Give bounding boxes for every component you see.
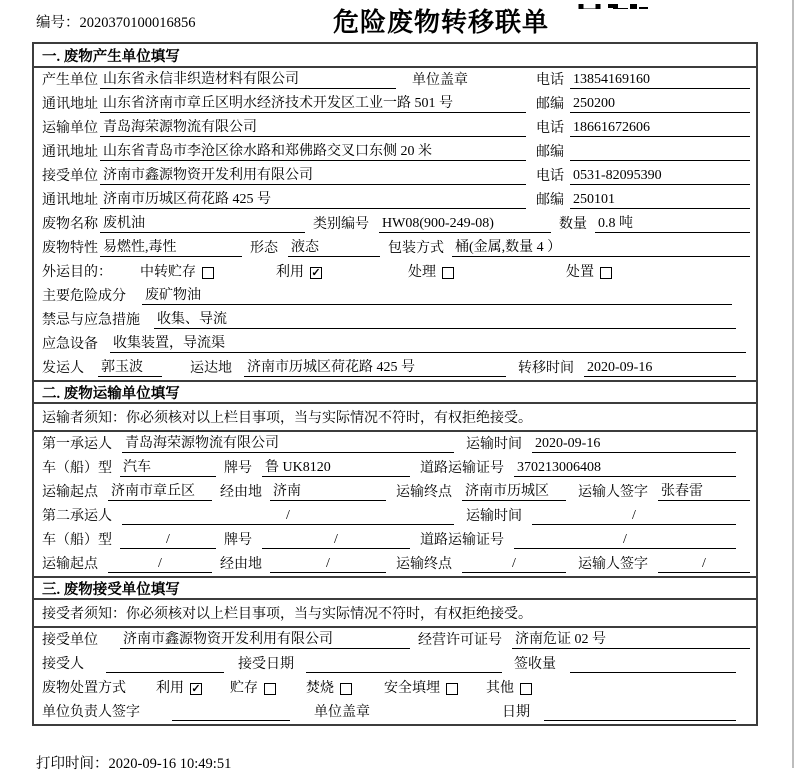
purpose-option-transfer [140, 264, 214, 281]
recipient-label: 接受人 [42, 657, 84, 672]
serial-number: 2020370100016856 [79, 15, 196, 31]
waste-trait-value: 易燃性,毒性 [100, 239, 242, 257]
producer-phone-value: 13854169160 [570, 71, 750, 89]
receiver-unit-value: 济南市鑫源物资开发利用有限公司 [100, 167, 526, 185]
category-no-label: 类别编号 [313, 217, 369, 232]
receiver-phone-label: 电话 [536, 169, 564, 184]
carrier2-time-value: / [532, 507, 736, 525]
disposal-other-label: 其他 [486, 681, 514, 696]
purpose-option-use [276, 264, 322, 281]
transporter-addr-value: 山东省青岛市李沧区徐水路和郑佛路交叉口东侧 20 米 [100, 143, 526, 161]
carrier1-time-label: 运输时间 [466, 437, 522, 452]
unit-seal2-label: 单位盖章 [314, 705, 370, 720]
hazard-row [34, 284, 756, 308]
equipment-label: 应急设备 [42, 337, 98, 352]
carrier1-vehicle-label: 车（船）型 [42, 461, 112, 476]
carrier1-permit-value: 370213006408 [514, 459, 736, 477]
taboo-value: 收集、导流 [154, 311, 736, 329]
transporter-phone-label: 电话 [536, 121, 564, 136]
head-sign-value [172, 704, 290, 721]
disposal-landfill-checkbox [446, 683, 458, 695]
receive-unit-label: 接受单位 [42, 633, 98, 648]
receiver-addr-row [34, 188, 756, 212]
receive-unit-value: 济南市鑫源物资开发利用有限公司 [120, 631, 410, 649]
receive-unit-row [34, 628, 756, 652]
destination-value: 济南市历城区荷花路 425 号 [244, 359, 506, 377]
head-sign-label: 单位负责人签字 [42, 705, 140, 720]
receiver-addr-label: 通讯地址 [42, 193, 98, 208]
carrier2-route-row [34, 552, 756, 576]
serial-number-line [36, 11, 196, 32]
producer-addr-label: 通讯地址 [42, 97, 98, 112]
head-sign-row [34, 700, 756, 724]
carrier1-origin-value: 济南市章丘区 [108, 483, 212, 501]
disposal-store-label: 贮存 [230, 681, 258, 696]
transporter-unit-row [34, 116, 756, 140]
carrier2-sign-label: 运输人签字 [578, 557, 648, 572]
transporter-addr-row [34, 140, 756, 164]
quantity-value: 0.8 吨 [595, 215, 750, 233]
disposal-row [34, 676, 756, 700]
carrier2-origin-value: / [108, 555, 212, 573]
transfer-time-label: 转移时间 [518, 361, 574, 376]
disposal-label: 废物处置方式 [42, 681, 126, 696]
waste-name-row [34, 212, 756, 236]
purpose-dispose-checkbox [600, 267, 612, 279]
qr-code-fragment [578, 0, 648, 9]
shipper-row [34, 356, 756, 380]
manifest-table [32, 42, 758, 726]
carrier2-label: 第二承运人 [42, 509, 112, 524]
disposal-use-checkbox: ✓ [191, 683, 201, 695]
carrier1-value: 青岛海荣源物流有限公司 [122, 435, 454, 453]
purpose-transfer-checkbox [202, 267, 214, 279]
producer-addr-row [34, 92, 756, 116]
carrier1-end-value: 济南市历城区 [462, 483, 566, 501]
license-label: 经营许可证号 [418, 633, 502, 648]
quantity-label: 数量 [559, 217, 587, 232]
receive-date-label: 接受日期 [238, 657, 294, 672]
carrier1-label: 第一承运人 [42, 437, 112, 452]
carrier1-sign-value: 张春雷 [658, 483, 750, 501]
taboo-row [34, 308, 756, 332]
transporter-notice: 运输者须知：你必须核对以上栏目事项，当与实际情况不符时，有权拒绝接受。 [34, 404, 756, 432]
destination-label: 运达地 [190, 361, 232, 376]
serial-label: 编号： [36, 15, 80, 31]
recipient-value [106, 656, 224, 673]
packing-label: 包装方式 [388, 241, 444, 256]
carrier1-sign-label: 运输人签字 [578, 485, 648, 500]
carrier1-end-label: 运输终点 [396, 485, 452, 500]
carrier2-plate-value: / [262, 531, 410, 549]
producer-unit-label: 产生单位 [42, 73, 98, 88]
carrier2-value: / [122, 507, 454, 525]
packing-value: 桶(金属,数量 4 ） [452, 239, 750, 257]
print-time-value: 2020-09-16 10:49:51 [108, 756, 232, 772]
date-label: 日期 [502, 705, 530, 720]
page-right-edge [792, 0, 794, 768]
form-value: 液态 [288, 239, 380, 257]
receive-date-value [306, 656, 502, 673]
purpose-option-treat [408, 264, 454, 281]
disposal-other-checkbox [520, 683, 532, 695]
carrier2-vehicle-value: / [120, 531, 216, 549]
producer-unit-row [34, 68, 756, 92]
producer-zip-value: 250200 [570, 95, 750, 113]
transporter-unit-value: 青岛海荣源物流有限公司 [100, 119, 526, 137]
disposal-option-store [230, 680, 276, 697]
producer-zip-label: 邮编 [536, 97, 564, 112]
hazard-value: 废矿物油 [142, 287, 732, 305]
carrier2-via-label: 经由地 [220, 557, 262, 572]
disposal-option-other [486, 680, 532, 697]
carrier2-permit-value: / [514, 531, 736, 549]
carrier2-row [34, 504, 756, 528]
carrier1-vehicle-row [34, 456, 756, 480]
print-time-line [36, 752, 231, 773]
carrier1-vehicle-value: 汽车 [120, 459, 216, 477]
waste-name-value: 废机油 [100, 215, 305, 233]
carrier2-time-label: 运输时间 [466, 509, 522, 524]
equipment-value: 收集装置，导流渠 [110, 335, 746, 353]
purpose-label: 外运目的： [42, 265, 112, 280]
purpose-dispose-label: 处置 [566, 265, 594, 280]
purpose-use-checkbox: ✓ [311, 267, 321, 279]
carrier1-via-label: 经由地 [220, 485, 262, 500]
waste-trait-row [34, 236, 756, 260]
received-qty-label: 签收量 [514, 657, 556, 672]
disposal-option-landfill [384, 680, 458, 697]
shipper-label: 发运人 [42, 361, 84, 376]
purpose-use-label: 利用 [276, 265, 304, 280]
producer-unit-value: 山东省永信非织造材料有限公司 [100, 71, 396, 89]
recipient-row [34, 652, 756, 676]
disposal-option-use [156, 680, 202, 697]
carrier1-via-value: 济南 [270, 483, 386, 501]
disposal-option-burn [306, 680, 352, 697]
hazard-label: 主要危险成分 [42, 289, 126, 304]
section3-header: 三. 废物接受单位填写 [34, 576, 756, 600]
carrier1-plate-label: 牌号 [224, 461, 252, 476]
producer-phone-label: 电话 [536, 73, 564, 88]
disposal-store-checkbox [264, 683, 276, 695]
form-label: 形态 [250, 241, 278, 256]
disposal-burn-checkbox [340, 683, 352, 695]
carrier2-via-value: / [270, 555, 386, 573]
producer-addr-value: 山东省济南市章丘区明水经济技术开发区工业一路 501 号 [100, 95, 526, 113]
carrier1-origin-label: 运输起点 [42, 485, 98, 500]
receiver-addr-value: 济南市历城区荷花路 425 号 [100, 191, 526, 209]
page-title: 危险废物转移联单 [333, 8, 550, 37]
shipper-value: 郭玉波 [98, 359, 162, 377]
transporter-zip-value [570, 144, 750, 161]
disposal-use-label: 利用 [156, 681, 184, 696]
receiver-phone-value: 0531-82095390 [570, 167, 750, 185]
section2-header: 二. 废物运输单位填写 [34, 380, 756, 404]
purpose-row [34, 260, 756, 284]
date-value [544, 704, 736, 721]
equipment-row [34, 332, 756, 356]
carrier2-vehicle-label: 车（船）型 [42, 533, 112, 548]
waste-trait-label: 废物特性 [42, 241, 98, 256]
disposal-burn-label: 焚烧 [306, 681, 334, 696]
taboo-label: 禁忌与应急措施 [42, 313, 140, 328]
carrier1-row [34, 432, 756, 456]
receiver-notice: 接受者须知：你必须核对以上栏目事项，当与实际情况不符时，有权拒绝接受。 [34, 600, 756, 628]
waste-name-label: 废物名称 [42, 217, 98, 232]
carrier2-sign-value: / [658, 555, 750, 573]
transporter-addr-label: 通讯地址 [42, 145, 98, 160]
receiver-zip-label: 邮编 [536, 193, 564, 208]
received-qty-value [570, 656, 736, 673]
print-time-label: 打印时间： [36, 756, 109, 772]
disposal-landfill-label: 安全填埋 [384, 681, 440, 696]
purpose-treat-label: 处理 [408, 265, 436, 280]
transporter-phone-value: 18661672606 [570, 119, 750, 137]
transporter-zip-label: 邮编 [536, 145, 564, 160]
purpose-option-dispose [566, 264, 612, 281]
transfer-time-value: 2020-09-16 [584, 359, 736, 377]
carrier2-end-label: 运输终点 [396, 557, 452, 572]
license-value: 济南危证 02 号 [512, 631, 750, 649]
carrier2-vehicle-row [34, 528, 756, 552]
section1-header: 一. 废物产生单位填写 [34, 44, 756, 68]
receiver-zip-value: 250101 [570, 191, 750, 209]
carrier2-plate-label: 牌号 [224, 533, 252, 548]
receiver-unit-label: 接受单位 [42, 169, 98, 184]
carrier1-time-value: 2020-09-16 [532, 435, 736, 453]
category-no-value: HW08(900-249-08) [379, 215, 551, 233]
purpose-treat-checkbox [442, 267, 454, 279]
carrier2-permit-label: 道路运输证号 [420, 533, 504, 548]
transporter-unit-label: 运输单位 [42, 121, 98, 136]
carrier1-plate-value: 鲁 UK8120 [262, 459, 410, 477]
carrier2-origin-label: 运输起点 [42, 557, 98, 572]
unit-seal-label: 单位盖章 [412, 73, 468, 88]
carrier1-permit-label: 道路运输证号 [420, 461, 504, 476]
carrier1-route-row [34, 480, 756, 504]
receiver-unit-row [34, 164, 756, 188]
purpose-transfer-label: 中转贮存 [140, 265, 196, 280]
carrier2-end-value: / [462, 555, 566, 573]
